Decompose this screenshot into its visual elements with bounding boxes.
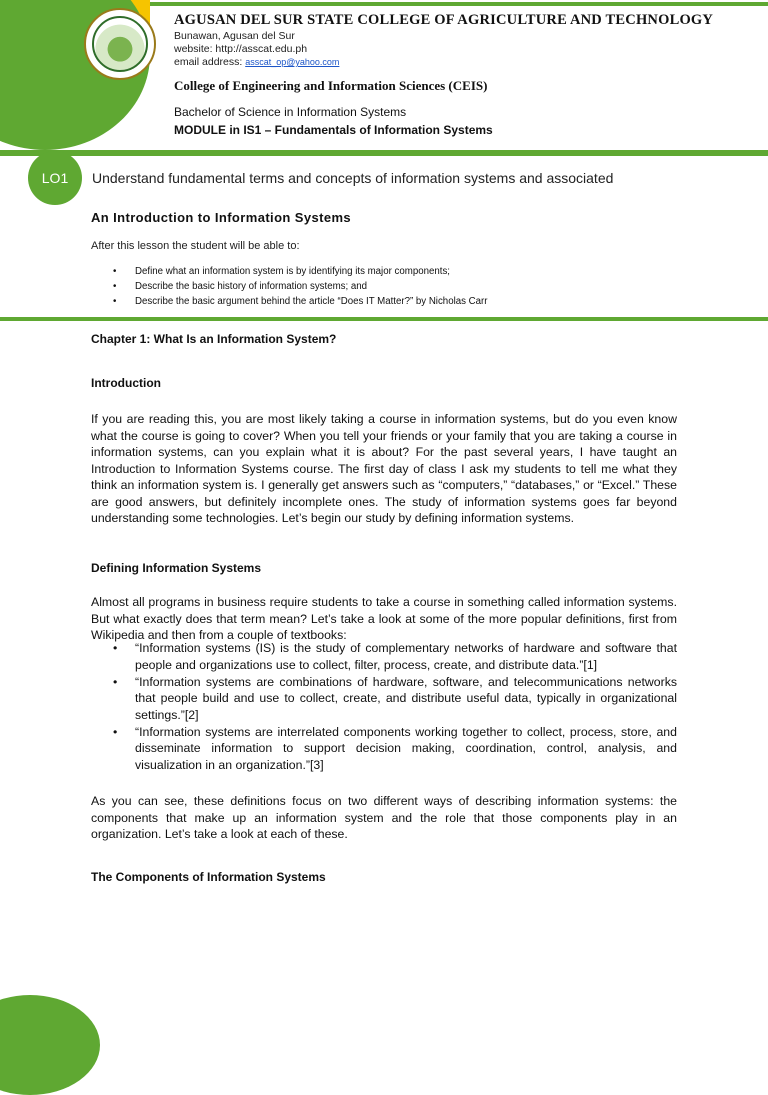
lesson-title: An Introduction to Information Systems <box>91 210 352 225</box>
module-title: MODULE in IS1 – Fundamentals of Information Systems <box>174 123 493 137</box>
college-name: College of Engineering and Information Sciences (CEIS) <box>174 78 488 93</box>
program-name: Bachelor of Science in Information Systems <box>174 105 407 119</box>
objectives-list <box>91 264 488 309</box>
list-item: • Describe the basic argument behind the article “Does IT Matter?” by Nicholas Carr <box>91 294 488 309</box>
list-item: • “Information systems (IS) is the study of complementary networks of hardware and software that people and organizations use to collect, filter, process, create, and distribute data.”[1] <box>91 640 677 673</box>
defining-heading: Defining Information Systems <box>91 561 262 575</box>
components-heading: The Components of Information Systems <box>91 870 326 884</box>
email-link[interactable]: asscat_op@yahoo.com <box>245 57 340 67</box>
institution-website: website: http://asscat.edu.ph <box>174 43 308 55</box>
introduction-paragraph: If you are reading this, you are most likely taking a course in information systems, but do you even know what the course is going to cover? When you tell your friends or your family that you are taking a course in information systems, can you explain what it is about? For the past several years, I have taught an Introduction to Information Systems course. The first day of class I ask my students to tell me what they think an information system is. I generally get answers such as “computers,” “databases,” or “Excel.” These are good answers, but definitely incomplete ones. The study of information systems goes far beyond understanding some technologies. Let’s begin our study by defining information systems. <box>91 412 677 525</box>
learning-outcome-badge: LO1 <box>28 151 82 205</box>
header-top-rule <box>150 2 768 6</box>
list-item: • Describe the basic history of information systems; and <box>91 279 488 294</box>
list-item: • “Information systems are interrelated components working together to collect, process, store, and disseminate information to support decision making, coordination, control, analysis, and visualization in an organization.”[3] <box>91 724 677 774</box>
list-item: • “Information systems are combinations of hardware, software, and telecommunications networks that people build and use to collect, create, and distribute useful data, typically in organizational settings.”[2] <box>91 674 677 724</box>
list-item: • Define what an information system is by identifying its major components; <box>91 264 488 279</box>
college-seal-logo <box>84 8 156 80</box>
email-label: email address: <box>174 56 243 68</box>
institution-name: AGUSAN DEL SUR STATE COLLEGE OF AGRICULTURE AND TECHNOLOGY <box>174 12 714 28</box>
defining-paragraph: Almost all programs in business require students to take a course in something called information systems. But what exactly does that term mean? Let’s take a look at some of the more popular definitions, first from Wikipedia and then from a couple of textbooks: <box>91 595 677 642</box>
institution-email-line <box>174 56 339 68</box>
definitions-list <box>91 640 677 774</box>
chapter-title: Chapter 1: What Is an Information System? <box>91 332 337 346</box>
learning-outcome-text: Understand fundamental terms and concepts of information systems and associated <box>92 170 614 186</box>
institution-address: Bunawan, Agusan del Sur <box>174 30 295 42</box>
seal-emblem <box>92 16 148 72</box>
lesson-intro: After this lesson the student will be able to: <box>91 240 300 252</box>
footer-green-shape <box>0 995 100 1095</box>
summary-paragraph: As you can see, these definitions focus on two different ways of describing information systems: the components that make up an information system and the role that those components play in an organization. Let’s take a look at each of these. <box>91 794 677 841</box>
section-divider <box>0 317 768 321</box>
learning-outcome-rule <box>0 150 768 156</box>
introduction-heading: Introduction <box>91 376 161 390</box>
